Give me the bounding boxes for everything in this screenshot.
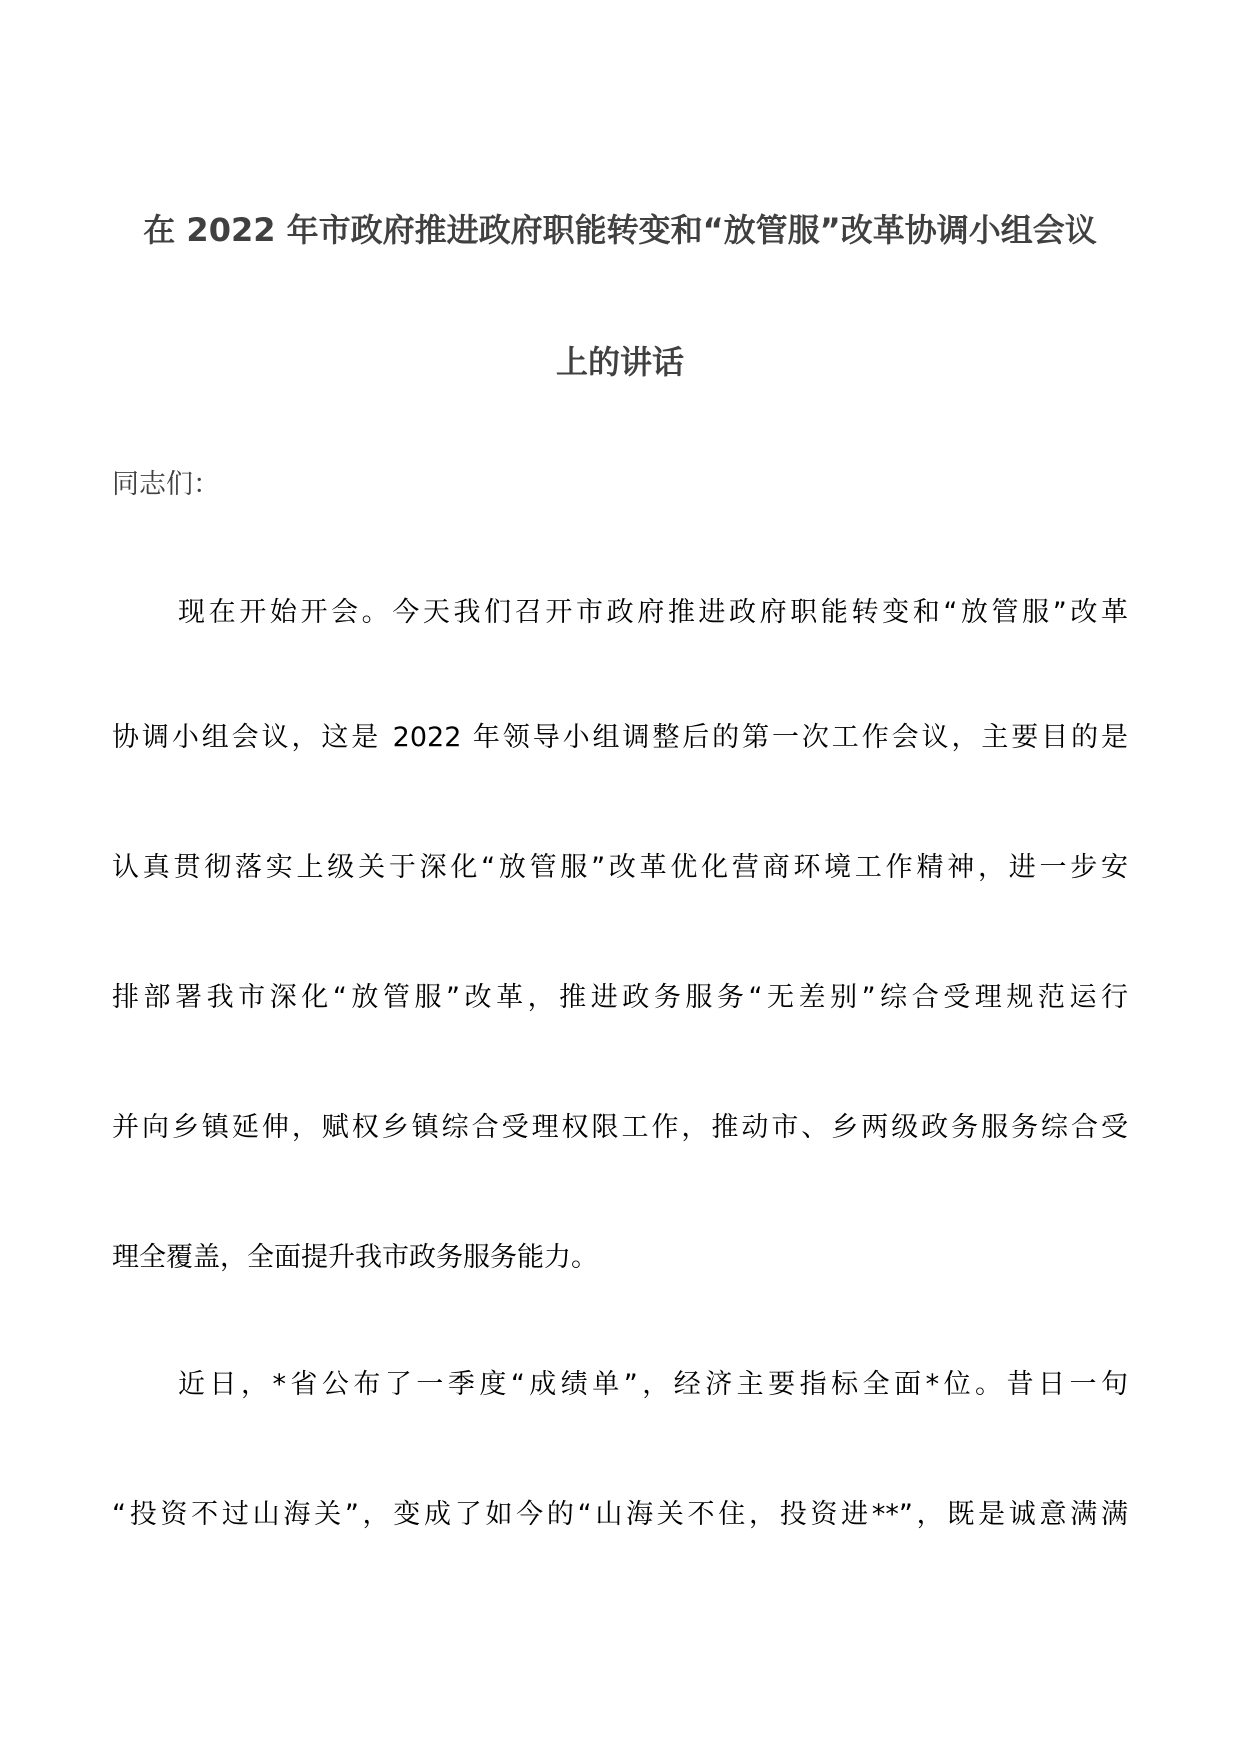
paragraph-1-line-3: 认真贯彻落实上级关于深化“放管服”改革优化营商环境工作精神，进一步安 — [112, 852, 1128, 883]
document-title-line-1: 在 2022 年市政府推进政府职能转变和“放管服”改革协调小组会议 — [143, 211, 1097, 249]
paragraph-1-line-2: 协调小组会议，这是 2022 年领导小组调整后的第一次工作会议，主要目的是 — [112, 722, 1128, 753]
paragraph-1-line-1: 现在开始开会。今天我们召开市政府推进政府职能转变和“放管服”改革 — [178, 597, 1128, 628]
paragraph-1-line-6: 理全覆盖，全面提升我市政务服务能力。 — [112, 1242, 598, 1273]
paragraph-2-line-1: 近日，*省公布了一季度“成绩单”，经济主要指标全面*位。昔日一句 — [178, 1369, 1128, 1400]
paragraph-2-line-2: “投资不过山海关”，变成了如今的“山海关不住，投资进**”，既是诚意满满 — [112, 1499, 1128, 1530]
salutation: 同志们： — [112, 469, 220, 500]
paragraph-1-line-4: 排部署我市深化“放管服”改革，推进政务服务“无差别”综合受理规范运行 — [112, 982, 1128, 1013]
paragraph-1-line-5: 并向乡镇延伸，赋权乡镇综合受理权限工作，推动市、乡两级政务服务综合受 — [112, 1112, 1128, 1143]
document-title-line-2: 上的讲话 — [555, 343, 684, 381]
